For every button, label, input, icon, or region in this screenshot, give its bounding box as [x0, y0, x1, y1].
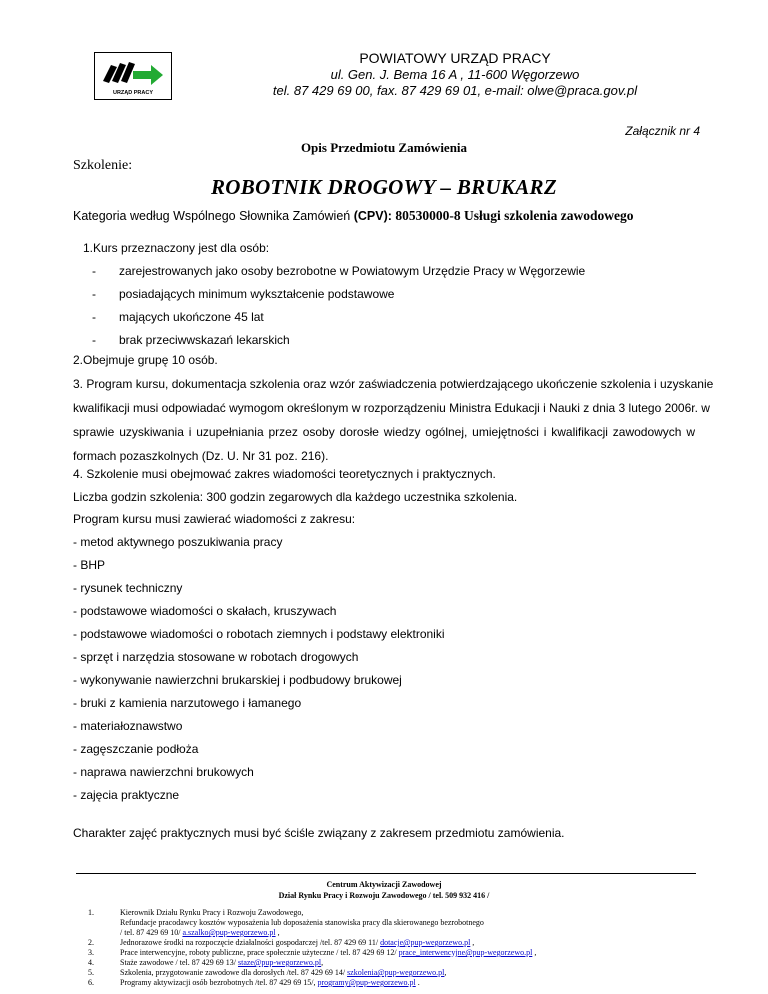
closing-text: Charakter zajęć praktycznych musi być ściśle związany z zakresem przedmiotu zamówienia.: [73, 826, 565, 840]
office-name: POWIATOWY URZĄD PRACY: [359, 50, 551, 66]
document-heading: Opis Przedmiotu Zamówienia: [300, 140, 468, 155]
footer-item-number: 5.: [88, 968, 94, 977]
footer-item-line: [120, 938, 474, 947]
office-logo: [94, 52, 172, 100]
footer-item-line: [120, 958, 323, 967]
svg-text:URZĄD PRACY: URZĄD PRACY: [112, 90, 154, 96]
section3-line: sprawie uzyskiwania i uzupełniania przez osoby dorosłe wiedzy ogólnej, umiejętności i kwalifikacji zawodowych w: [73, 425, 695, 439]
email-link[interactable]: staze@pup-wegorzewo.pl: [237, 958, 322, 967]
section3-line: kwalifikacji musi odpowiadać wymogom określonym w rozporządzeniu Ministra Edukacji i Nauki z dnia 3 lutego 2006r. w: [73, 401, 710, 415]
logo-graphic-icon: [95, 53, 171, 99]
list-item: mających ukończone 45 lat: [119, 310, 264, 324]
cpv-category: [73, 208, 634, 224]
list-dash: -: [92, 333, 96, 347]
footer-center-dept: Dział Rynku Pracy i Rozwoju Zawodowego / tel. 509 932 416 /: [278, 891, 490, 900]
program-item: - zajęcia praktyczne: [73, 788, 180, 802]
footer-item-line: [120, 948, 536, 957]
training-label: Szkolenie:: [73, 158, 133, 173]
footer-line-text: Staże zawodowe / tel. 87 429 69 13/: [120, 958, 238, 967]
program-item: - rysunek techniczny: [73, 581, 183, 595]
cpv-value: 80530000-8 Usługi szkolenia zawodowego: [395, 208, 634, 223]
footer-divider: [76, 873, 696, 874]
footer-line-text: Jednorazowe środki na rozpoczęcie działalności gospodarczej /tel. 87 429 69 11/: [120, 938, 381, 947]
footer-line-after: ,: [444, 968, 447, 977]
category-prefix: Kategoria według Wspólnego Słownika Zamówień: [73, 209, 354, 223]
program-item: - BHP: [73, 558, 106, 572]
footer-item-number: 4.: [88, 958, 94, 967]
email-link[interactable]: programy@pup-wegorzewo.pl: [317, 978, 416, 987]
cpv-label: (CPV):: [353, 209, 396, 223]
hours: Liczba godzin szkolenia: 300 godzin zegarowych dla każdego uczestnika szkolenia.: [73, 490, 518, 504]
office-contact: tel. 87 429 69 00, fax. 87 429 69 01, e-mail: olwe@praca.gov.pl: [272, 83, 638, 98]
program-item: - metod aktywnego poszukiwania pracy: [73, 535, 283, 549]
program-item: - bruki z kamienia narzutowego i łamanego: [73, 696, 302, 710]
list-item: brak przeciwwskazań lekarskich: [119, 333, 290, 347]
footer-line-after: ,: [532, 948, 537, 957]
attachment-label: Załącznik nr 4: [625, 124, 700, 138]
office-address: ul. Gen. J. Bema 16 A , 11-600 Węgorzewo: [330, 67, 580, 82]
program-item: - wykonywanie nawierzchni brukarskiej i podbudowy brukowej: [73, 673, 402, 687]
footer-line-text: Prace interwencyjne, roboty publiczne, prace społecznie użyteczne / tel. 87 429 69 12/: [120, 948, 399, 957]
section3-line: formach pozaszkolnych (Dz. U. Nr 31 poz. 216).: [73, 449, 329, 463]
footer-item-line: [120, 978, 420, 987]
email-link[interactable]: szkolenia@pup-wegorzewo.pl: [347, 968, 445, 977]
footer-item-line: Refundacje pracodawcy kosztów wyposażenia lub doposażenia stanowiska pracy dla skierowanego bezrobotnego: [120, 918, 484, 927]
section4: 4. Szkolenie musi obejmować zakres wiadomości teoretycznych i praktycznych.: [73, 467, 496, 481]
footer-item-line: [120, 968, 446, 977]
footer-line-text: Szkolenia, przygotowanie zawodowe dla dorosłych /tel. 87 429 69 14/: [120, 968, 348, 977]
list-item: posiadających minimum wykształcenie podstawowe: [119, 287, 395, 301]
program-item: - sprzęt i narzędzia stosowane w robotach drogowych: [73, 650, 359, 664]
footer-line-after: ,: [321, 958, 324, 967]
footer-item-line: [120, 928, 280, 937]
footer-item-number: 2.: [88, 938, 94, 947]
email-link[interactable]: a.szalko@pup-wegorzewo.pl: [182, 928, 276, 937]
program-intro: Program kursu musi zawierać wiadomości z zakresu:: [73, 512, 356, 526]
section2: 2.Obejmuje grupę 10 osób.: [73, 353, 218, 367]
program-item: - zagęszczanie podłoża: [73, 742, 199, 756]
footer-item-number: 3.: [88, 948, 94, 957]
footer-item-number: 1.: [88, 908, 94, 917]
program-item: - naprawa nawierzchni brukowych: [73, 765, 254, 779]
program-item: - podstawowe wiadomości o robotach ziemnych i podstawy elektroniki: [73, 627, 445, 641]
list-dash: -: [92, 287, 96, 301]
email-link[interactable]: dotacje@pup-wegorzewo.pl: [380, 938, 471, 947]
section3-line: 3. Program kursu, dokumentacja szkolenia oraz wzór zaświadczenia potwierdzającego ukończenie szkolenia i uzyskanie: [73, 377, 714, 391]
training-title: ROBOTNIK DROGOWY – BRUKARZ: [211, 175, 557, 199]
footer-item-line: Kierownik Działu Rynku Pracy i Rozwoju Zawodowego,: [120, 908, 304, 917]
footer-item-number: 6.: [88, 978, 94, 987]
program-item: - podstawowe wiadomości o skałach, kruszywach: [73, 604, 337, 618]
list-dash: -: [92, 310, 96, 324]
footer-line-text: Programy aktywizacji osób bezrobotnych /tel. 87 429 69 15/,: [120, 978, 318, 987]
list-dash: -: [92, 264, 96, 278]
footer-line-after: .: [415, 978, 420, 987]
email-link[interactable]: prace_interwencyjne@pup-wegorzewo.pl: [398, 948, 533, 957]
footer-line-after: ,: [275, 928, 280, 937]
footer-line-text: / tel. 87 429 69 10/: [120, 928, 183, 937]
program-item: - materiałoznawstwo: [73, 719, 183, 733]
footer-line-after: ,: [470, 938, 475, 947]
section1-heading: 1.Kurs przeznaczony jest dla osób:: [83, 241, 270, 255]
list-item: zarejestrowanych jako osoby bezrobotne w Powiatowym Urzędzie Pracy w Węgorzewie: [119, 264, 586, 278]
footer-center-title: Centrum Aktywizacji Zawodowej: [326, 880, 442, 889]
